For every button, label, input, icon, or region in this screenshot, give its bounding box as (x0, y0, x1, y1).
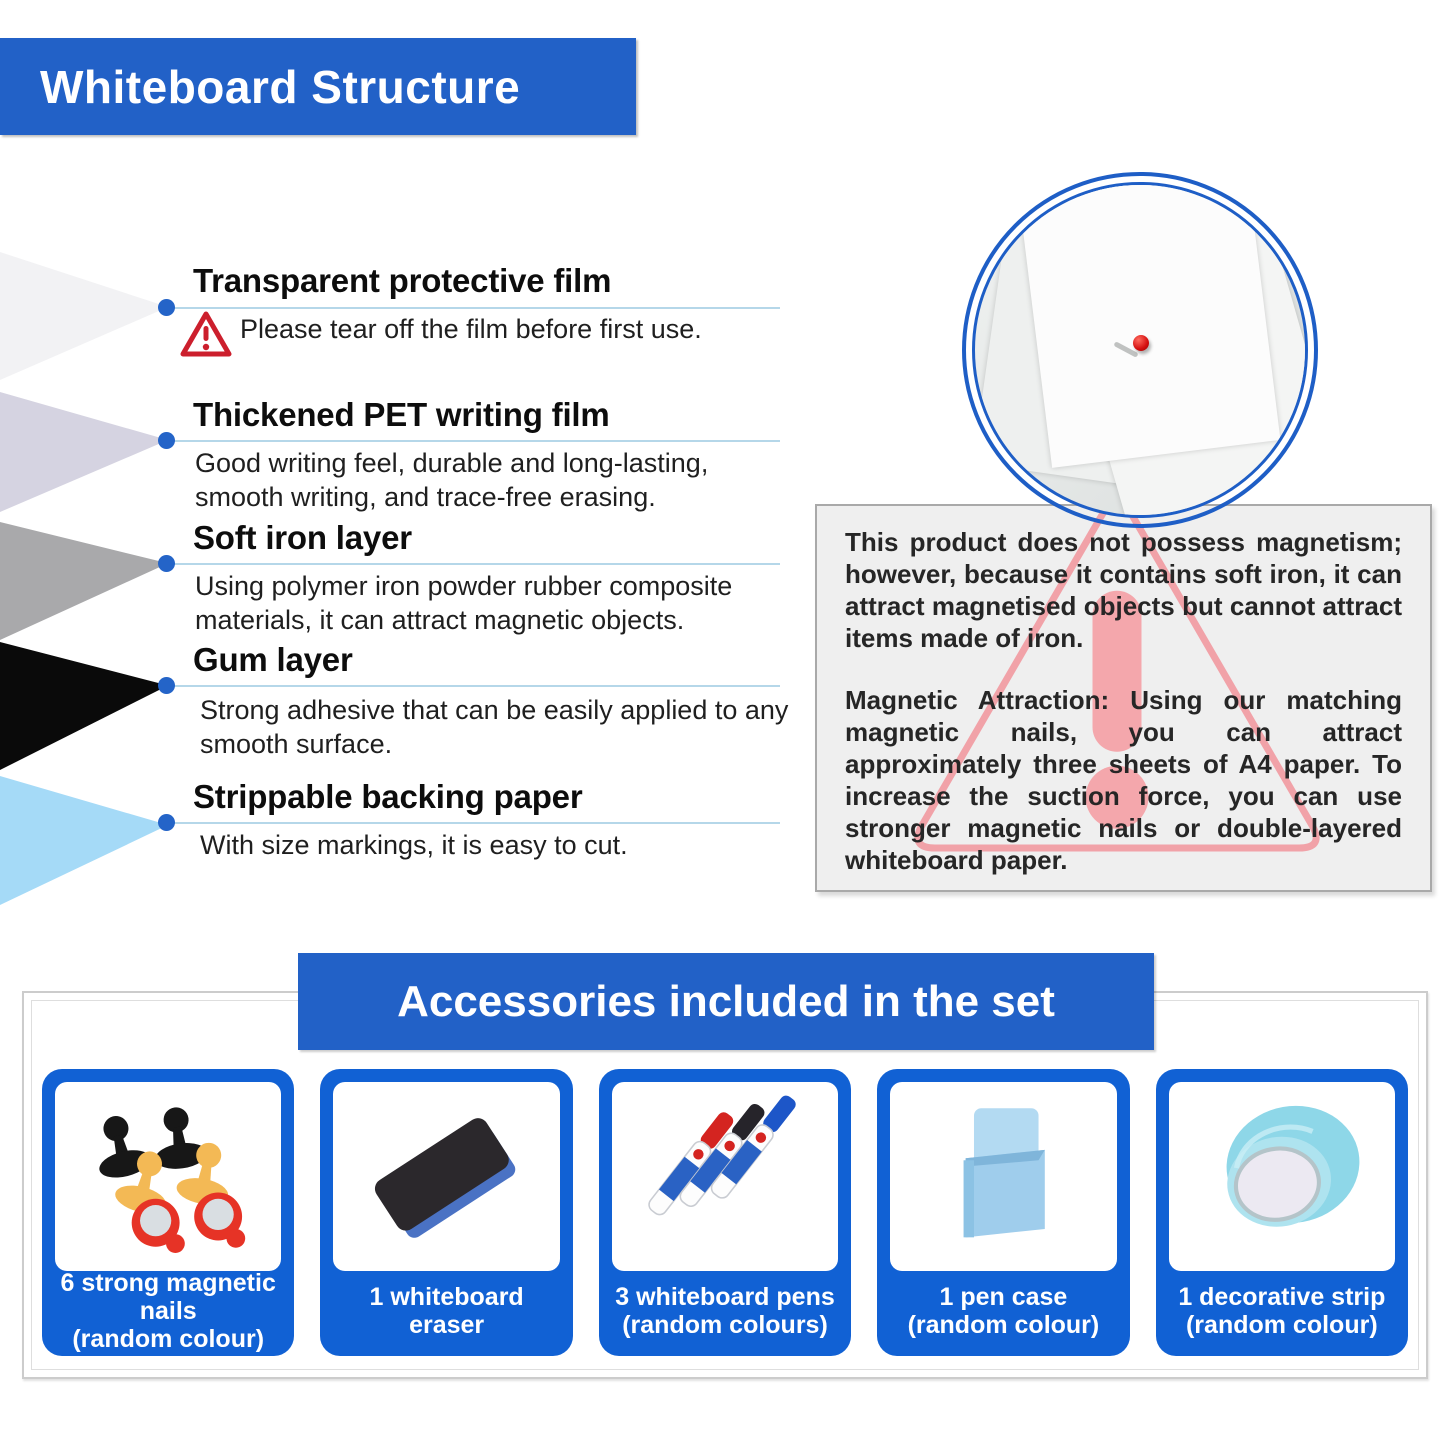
layer-dot (158, 555, 175, 572)
layer-wedge-soft-iron (0, 522, 168, 640)
whiteboard-pens-icon (621, 1090, 829, 1264)
paper-pin-photo-circle (962, 172, 1318, 528)
warning-triangle-icon (180, 310, 232, 358)
layer-dot (158, 677, 175, 694)
layer-dot (158, 299, 175, 316)
magnetic-nails-image (55, 1082, 281, 1271)
accessory-caption (612, 1279, 838, 1343)
layer-dot (158, 814, 175, 831)
accessory-sublabel: (random colour) (907, 1311, 1100, 1339)
decorative-strip-icon (1178, 1090, 1386, 1264)
layer-rule (172, 822, 780, 824)
layer-wedge-backing-paper (0, 776, 168, 905)
page-title (0, 38, 636, 135)
accessory-sublabel: (random colour) (1185, 1311, 1378, 1339)
layer-dot (158, 432, 175, 449)
layer-rule (172, 685, 780, 687)
accessories-banner-text: Accessories included in the set (397, 976, 1055, 1026)
layer-title-gum: Gum layer (193, 641, 353, 678)
accessory-sublabel: (random colour) (72, 1325, 265, 1353)
layer-desc-backing-paper: With size markings, it is easy to cut. (200, 830, 628, 860)
layer-title-soft-iron: Soft iron layer (193, 519, 412, 556)
layer-rule (172, 563, 780, 565)
accessory-label: 6 strong magnetic nails (60, 1269, 276, 1325)
layer-wedge-transparent-film (0, 252, 168, 380)
layer-rule (172, 307, 780, 309)
pen-case-icon (899, 1090, 1107, 1264)
accessory-caption (333, 1279, 559, 1343)
paper-sheet (1016, 182, 1281, 468)
whiteboard-eraser-icon (342, 1090, 550, 1264)
layer-desc-soft-iron: Using polymer iron powder rubber composite materials, it can attract magnetic objects. (195, 571, 733, 635)
page-title-text: Whiteboard Structure (40, 60, 521, 113)
accessory-card-pen-case (877, 1069, 1129, 1356)
accessory-card-whiteboard-eraser (320, 1069, 572, 1356)
whiteboard-eraser-image (333, 1082, 559, 1271)
accessory-caption (1169, 1279, 1395, 1343)
layer-desc-pet-film: Good writing feel, durable and long-lasting, smooth writing, and trace-free erasing. (195, 448, 709, 512)
accessory-card-decorative-strip (1156, 1069, 1408, 1356)
layer-desc-transparent-film: Please tear off the film before first use. (240, 314, 702, 344)
pen-case-image (890, 1082, 1116, 1271)
paper-pin-photo (972, 182, 1308, 518)
accessory-card-magnetic-nails (42, 1069, 294, 1356)
layer-wedge-pet-film (0, 392, 168, 512)
accessory-label: 3 whiteboard pens (615, 1283, 835, 1311)
accessories-cards-row (42, 1069, 1408, 1356)
accessory-label: 1 pen case (939, 1283, 1068, 1311)
layer-title-backing-paper: Strippable backing paper (193, 778, 583, 815)
accessory-card-whiteboard-pens (599, 1069, 851, 1356)
info-paragraph-attraction: Magnetic Attraction: Using our matching magnetic nails, you can attract approximately three sheets of A4 paper. To increase the suction force, you can use stronger magnetic nails or double-layered whiteboard paper. (845, 685, 1402, 875)
accessory-sublabel: (random colours) (622, 1311, 828, 1339)
magnetic-nails-icon (64, 1090, 272, 1264)
layer-rule (172, 440, 780, 442)
layer-title-transparent-film: Transparent protective film (193, 262, 612, 299)
layer-desc-gum: Strong adhesive that can be easily applied to any smooth surface. (200, 695, 789, 759)
accessories-banner (298, 953, 1154, 1050)
accessory-caption (890, 1279, 1116, 1343)
decorative-strip-image (1169, 1082, 1395, 1271)
layer-wedge-gum (0, 642, 168, 770)
layer-title-pet-film: Thickened PET writing film (193, 396, 610, 433)
info-paragraph-magnetism: This product does not possess magnetism; however, because it contains soft iron, it can attract magnetised objects but cannot attract items made of iron. (845, 527, 1402, 653)
magnetism-info-box (815, 504, 1432, 892)
whiteboard-pens-image (612, 1082, 838, 1271)
accessory-label: 1 decorative strip (1178, 1283, 1386, 1311)
accessory-label: 1 whiteboard eraser (369, 1283, 524, 1339)
accessory-caption (55, 1269, 281, 1353)
red-pin-icon (1133, 335, 1149, 351)
